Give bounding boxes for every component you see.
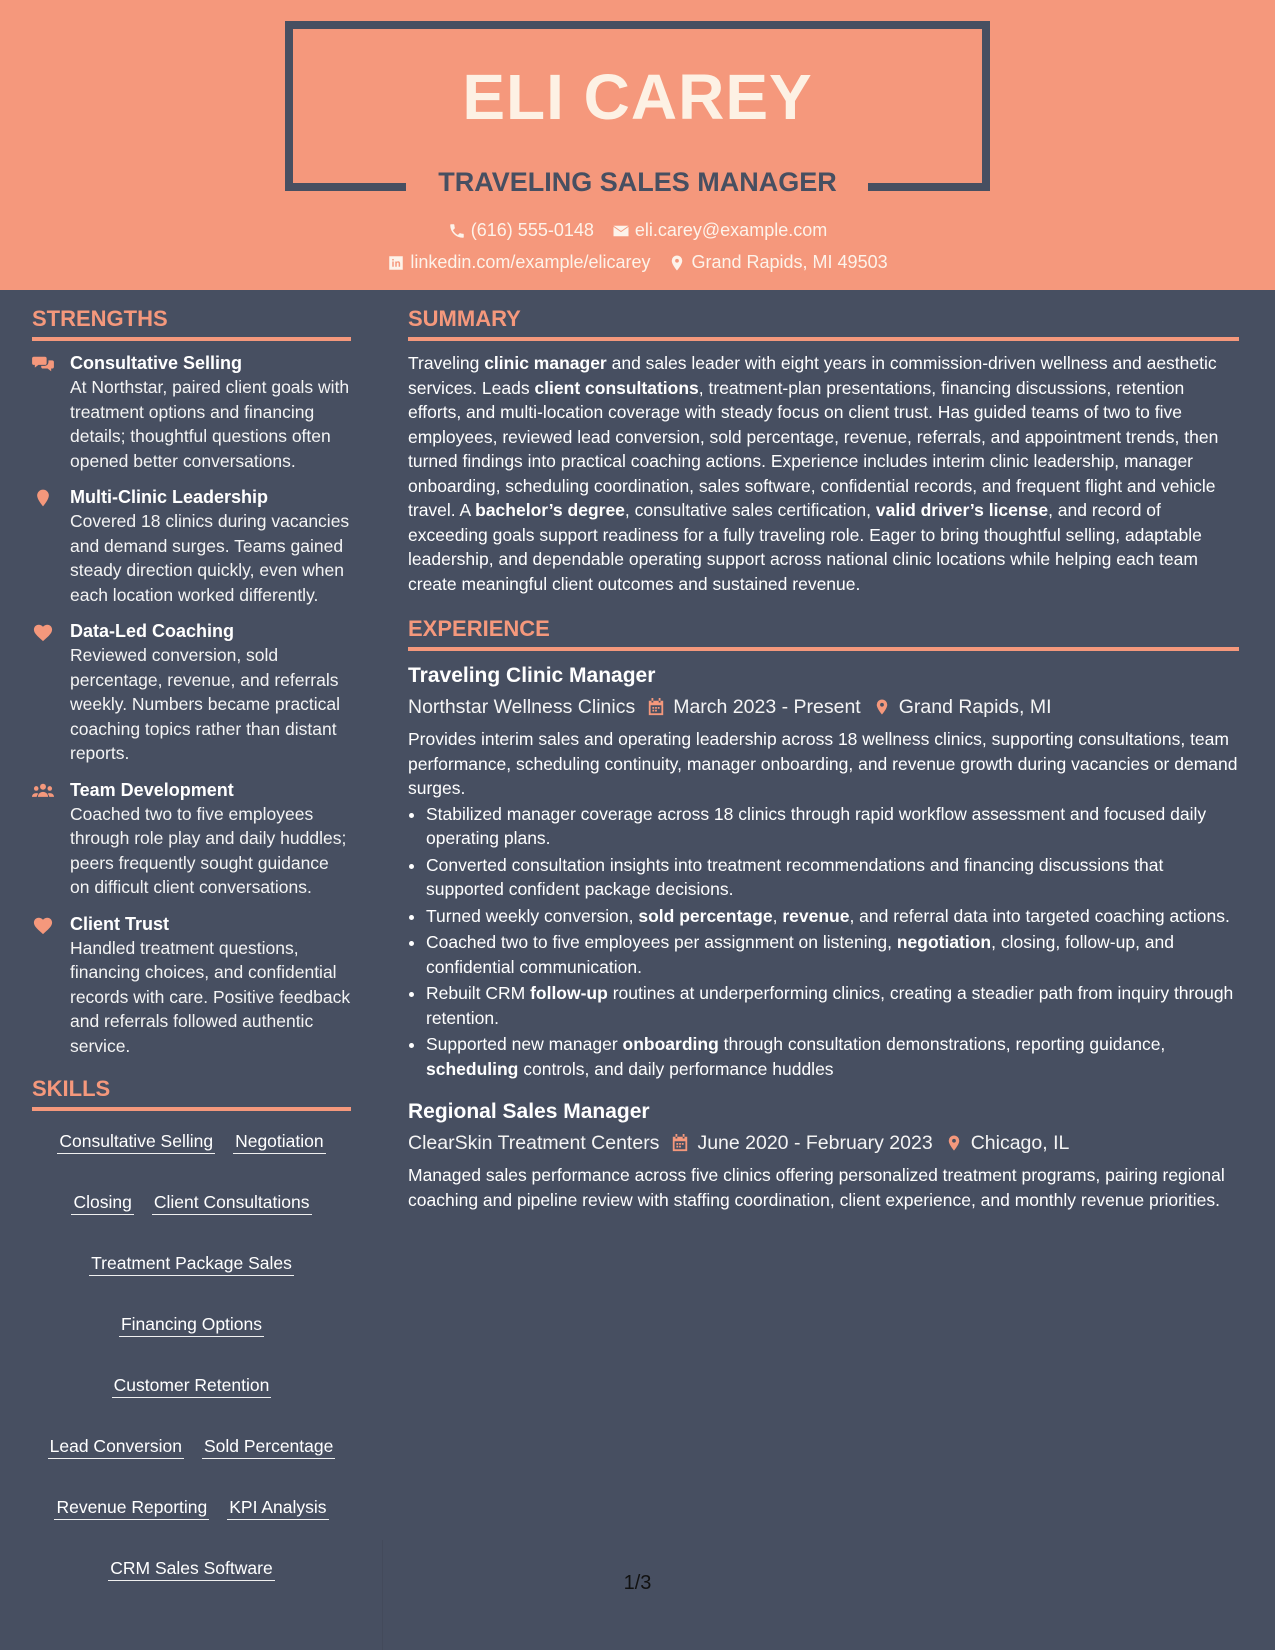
- experience-heading: EXPERIENCE: [408, 616, 1239, 651]
- job-role-title: TRAVELING SALES MANAGER: [438, 167, 837, 197]
- strength-title: Data-Led Coaching: [70, 621, 235, 641]
- job-title: Traveling Clinic Manager: [408, 664, 656, 687]
- team-icon: [32, 781, 54, 801]
- phone-icon: [448, 222, 466, 240]
- linkedin-contact[interactable]: [387, 252, 650, 273]
- strength-title: Client Trust: [70, 913, 170, 934]
- location-text: Grand Rapids, MI 49503: [691, 252, 888, 272]
- linkedin-text: linkedin.com/example/elicarey: [410, 252, 651, 272]
- resume-header: [0, 0, 1275, 290]
- skill-tag: CRM Sales Software: [108, 1556, 274, 1581]
- strength-desc: Handled treatment questions, financing choices, and confidential records with care. Positive feedback and referrals followed authentic service.: [70, 937, 351, 1056]
- strength-desc: Covered 18 clinics during vacancies and demand surges. Teams gained steady direction quickly, even when each location worked differently.: [70, 511, 350, 605]
- job-meta: [408, 691, 1239, 723]
- strength-title: Consultative Selling: [70, 353, 243, 373]
- job-description: Managed sales performance across five clinics offering personalized treatment programs, pairing regional coaching and pipeline review with staffing coordination, client experience, and monthly revenue priorities.: [408, 1165, 1225, 1210]
- job-bullets: [408, 802, 1239, 1082]
- map-pin-icon: [32, 488, 54, 508]
- company-name: ClearSkin Treatment Centers: [408, 1132, 660, 1154]
- candidate-name: ELI CAREY: [462, 61, 813, 133]
- location-contact: [668, 252, 887, 273]
- phone-contact[interactable]: [448, 220, 594, 241]
- linkedin-icon: [387, 254, 405, 272]
- skill-tag: Customer Retention: [112, 1373, 272, 1398]
- bullet-item: • Stabilized manager coverage across 18 clinics through rapid workflow assessment and focused daily operating plans.: [426, 802, 1239, 851]
- strength-item: [32, 619, 351, 766]
- map-pin-icon: [668, 254, 686, 272]
- bullet-item: • Rebuilt CRM follow-up routines at underperforming clinics, creating a steadier path from inquiry through retention.: [426, 981, 1239, 1030]
- contact-row-1: [0, 220, 1275, 241]
- skill-tag: Closing: [71, 1190, 133, 1215]
- summary-text: Traveling clinic manager and sales leader with eight years in commission-driven wellness and aesthetic services. Leads client consultations, treatment-plan presentations, financing discussions, retention efforts, and multi-location coverage with steady focus on client trust. Has guided teams of two to five employees, reviewed lead conversion, sold percentage, revenue, referrals, and appointment trends, then turned findings into practical coaching actions. Experience includes interim clinic leadership, manager onboarding, scheduling coordination, sales software, confidential records, and frequent flight and vehicle travel. A bachelor’s degree, consultative sales certification, valid driver’s license, and record of exceeding goals support readiness for a fully traveling role. Eager to bring thoughtful selling, adaptable leadership, and dependable operating support across national clinic locations while helping each team create meaningful client outcomes and sustained revenue.: [408, 353, 1219, 594]
- heart-icon: [32, 915, 54, 935]
- job-dates: June 2020 - February 2023: [697, 1132, 933, 1154]
- strength-item: [32, 485, 351, 607]
- email-contact[interactable]: [612, 220, 827, 241]
- skill-tag: Sold Percentage: [202, 1434, 335, 1459]
- strength-title: Team Development: [70, 779, 234, 800]
- email-text: eli.carey@example.com: [634, 220, 828, 240]
- skills-list: [32, 1121, 351, 1581]
- contact-row-2: [0, 252, 1275, 273]
- phone-text: (616) 555-0148: [470, 220, 594, 240]
- bullet-item: • Coached two to five employees per assignment on listening, negotiation, closing, follow-up, and confidential communication.: [426, 930, 1239, 979]
- strength-item: [32, 912, 351, 1059]
- job-location: Grand Rapids, MI: [898, 696, 1052, 718]
- calendar-icon: [671, 1133, 689, 1153]
- job-title: Regional Sales Manager: [408, 1100, 650, 1123]
- summary-heading: SUMMARY: [408, 306, 1239, 341]
- envelope-icon: [612, 222, 630, 240]
- chat-bubbles-icon: [32, 354, 54, 374]
- strength-desc: At Northstar, paired client goals with treatment options and financing details; thoughtful questions often opened better conversations.: [70, 377, 350, 471]
- skill-tag: Revenue Reporting: [54, 1495, 209, 1520]
- map-pin-icon: [945, 1133, 963, 1153]
- skill-tag: KPI Analysis: [227, 1495, 328, 1520]
- skill-tag: Financing Options: [119, 1312, 264, 1337]
- bullet-item: • Turned weekly conversion, sold percentage, revenue, and referral data into targeted coaching actions.: [426, 904, 1239, 929]
- page-number: 1/3: [623, 1572, 652, 1594]
- strength-item: [32, 351, 351, 473]
- job-entry: [408, 661, 1239, 1081]
- job-description: Provides interim sales and operating leadership across 18 wellness clinics, supporting consultations, team performance, scheduling continuity, manager onboarding, and revenue growth during vacancies or demand surges.: [408, 729, 1238, 798]
- bullet-item: • Converted consultation insights into treatment recommendations and financing discussions that supported confident package decisions.: [426, 853, 1239, 902]
- map-pin-icon: [873, 697, 891, 717]
- skill-tag: Lead Conversion: [48, 1434, 184, 1459]
- company-name: Northstar Wellness Clinics: [408, 696, 636, 718]
- left-column: [32, 306, 351, 1581]
- skill-tag: Treatment Package Sales: [89, 1251, 294, 1276]
- job-meta: [408, 1127, 1239, 1159]
- strengths-heading: STRENGTHS: [32, 306, 351, 341]
- calendar-icon: [647, 697, 665, 717]
- job-entry: [408, 1097, 1239, 1212]
- skill-tag: Consultative Selling: [57, 1129, 215, 1154]
- job-dates: March 2023 - Present: [673, 696, 861, 718]
- strength-item: [32, 778, 351, 900]
- bullet-item: • Supported new manager onboarding through consultation demonstrations, reporting guidance, scheduling controls, and daily performance huddles: [426, 1032, 1239, 1081]
- skill-tag: Negotiation: [233, 1129, 326, 1154]
- strength-desc: Coached two to five employees through role play and daily huddles; peers frequently sought guidance on difficult client conversations.: [70, 803, 347, 897]
- strength-title: Multi-Clinic Leadership: [70, 487, 269, 507]
- column-divider: [382, 1540, 383, 1650]
- skill-tag: Client Consultations: [152, 1190, 312, 1215]
- strength-desc: Reviewed conversion, sold percentage, revenue, and referrals weekly. Numbers became practical coaching topics rather than distant reports.: [70, 645, 341, 763]
- right-column: [408, 306, 1239, 1228]
- heart-icon: [32, 622, 54, 642]
- job-location: Chicago, IL: [970, 1132, 1070, 1154]
- skills-heading: SKILLS: [32, 1076, 351, 1111]
